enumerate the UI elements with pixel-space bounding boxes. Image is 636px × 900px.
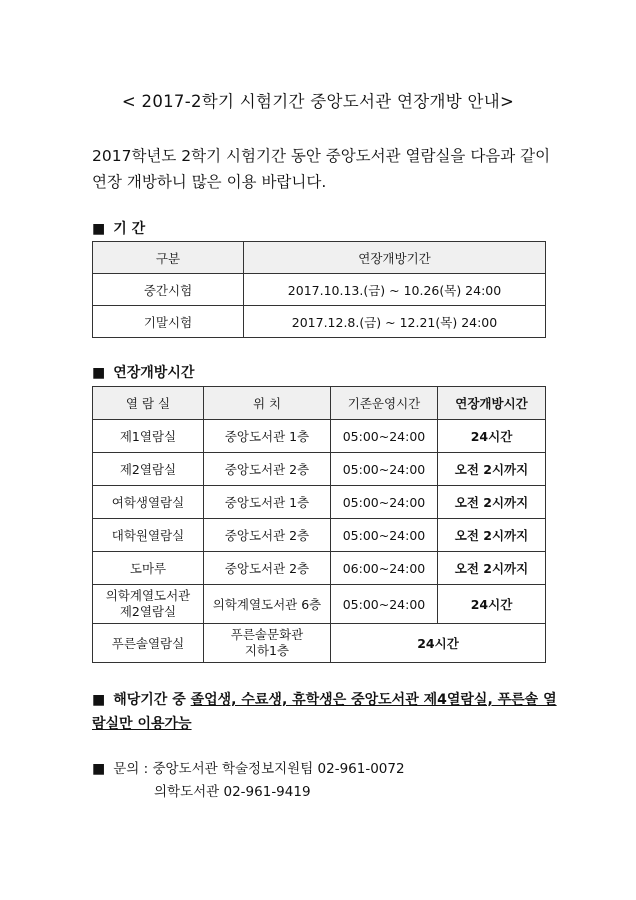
table-cell: 중앙도서관 1층 xyxy=(204,420,331,453)
table-cell: 24시간 xyxy=(438,420,546,453)
intro-paragraph: 2017학년도 2학기 시험기간 동안 중앙도서관 열람실을 다음과 같이 연장 개방하니 많은 이용 바랍니다. xyxy=(92,147,551,191)
table-cell: 제1열람실 xyxy=(93,420,204,453)
hours-table xyxy=(92,386,546,663)
table-cell: 도마루 xyxy=(93,552,204,585)
bullet-square-icon: ■ xyxy=(92,692,106,708)
header-cell: 구분 xyxy=(93,242,244,274)
table-cell: 05:00~24:00 xyxy=(331,420,438,453)
table-row xyxy=(93,306,546,338)
page-title: < 2017-2학기 시험기간 중앙도서관 연장개방 안내> xyxy=(121,92,515,111)
header-cell: 기존운영시간 xyxy=(331,387,438,420)
table-row xyxy=(93,420,546,453)
table-row xyxy=(93,519,546,552)
contact-line xyxy=(92,758,405,781)
table-cell: 대학원열람실 xyxy=(93,519,204,552)
table-cell: 05:00~24:00 xyxy=(331,486,438,519)
hours-section-heading xyxy=(92,362,194,382)
table-cell: 2017.10.13.(금) ~ 10.26(목) 24:00 xyxy=(244,274,546,306)
table-cell: 의학계열도서관 6층 xyxy=(204,585,331,624)
table-header-row xyxy=(93,242,546,274)
table-row xyxy=(93,624,546,663)
bullet-square-icon: ■ xyxy=(92,221,106,237)
contact-info xyxy=(92,758,405,804)
table-cell: 2017.12.8.(금) ~ 12.21(목) 24:00 xyxy=(244,306,546,338)
table-row xyxy=(93,486,546,519)
bullet-square-icon: ■ xyxy=(92,761,106,777)
eligibility-note xyxy=(92,688,562,736)
table-cell: 오전 2시까지 xyxy=(438,486,546,519)
note-underlined-text: 졸업생, 수료생, 휴학생은 중앙도서관 제4열람실, 푸른솔 열람실만 이용가능 xyxy=(92,692,557,732)
table-cell: 제2열람실 xyxy=(93,453,204,486)
table-cell: 05:00~24:00 xyxy=(331,585,438,624)
table-cell: 오전 2시까지 xyxy=(438,519,546,552)
header-cell: 열 람 실 xyxy=(93,387,204,420)
bullet-square-icon: ■ xyxy=(92,365,106,381)
table-cell: 푸른솔문화관 지하1층 xyxy=(204,624,331,663)
table-cell: 중앙도서관 1층 xyxy=(204,486,331,519)
period-heading-text: 기 간 xyxy=(113,221,146,237)
table-cell: 05:00~24:00 xyxy=(331,519,438,552)
table-cell: 오전 2시까지 xyxy=(438,552,546,585)
table-cell: 의학계열도서관 제2열람실 xyxy=(93,585,204,624)
header-cell: 연장개방시간 xyxy=(438,387,546,420)
table-cell: 중앙도서관 2층 xyxy=(204,552,331,585)
table-header-row xyxy=(93,387,546,420)
contact-main: 문의 : 중앙도서관 학술정보지원팀 02-961-0072 xyxy=(113,761,405,777)
table-cell: 05:00~24:00 xyxy=(331,453,438,486)
table-row xyxy=(93,453,546,486)
contact-medical: 의학도서관 02-961-9419 xyxy=(154,784,311,800)
table-cell: 중간시험 xyxy=(93,274,244,306)
table-row xyxy=(93,585,546,624)
table-cell: 푸른솔열람실 xyxy=(93,624,204,663)
table-cell: 오전 2시까지 xyxy=(438,453,546,486)
table-cell: 06:00~24:00 xyxy=(331,552,438,585)
table-cell: 중앙도서관 2층 xyxy=(204,453,331,486)
period-section-heading xyxy=(92,218,145,238)
note-prefix: 해당기간 중 xyxy=(113,692,186,708)
hours-heading-text: 연장개방시간 xyxy=(113,365,195,381)
table-row xyxy=(93,274,546,306)
table-cell: 24시간 xyxy=(331,624,546,663)
header-cell: 연장개방기간 xyxy=(244,242,546,274)
header-cell: 위 치 xyxy=(204,387,331,420)
table-cell: 여학생열람실 xyxy=(93,486,204,519)
table-cell: 중앙도서관 2층 xyxy=(204,519,331,552)
period-table xyxy=(92,241,546,338)
table-row xyxy=(93,552,546,585)
table-cell: 기말시험 xyxy=(93,306,244,338)
table-cell: 24시간 xyxy=(438,585,546,624)
